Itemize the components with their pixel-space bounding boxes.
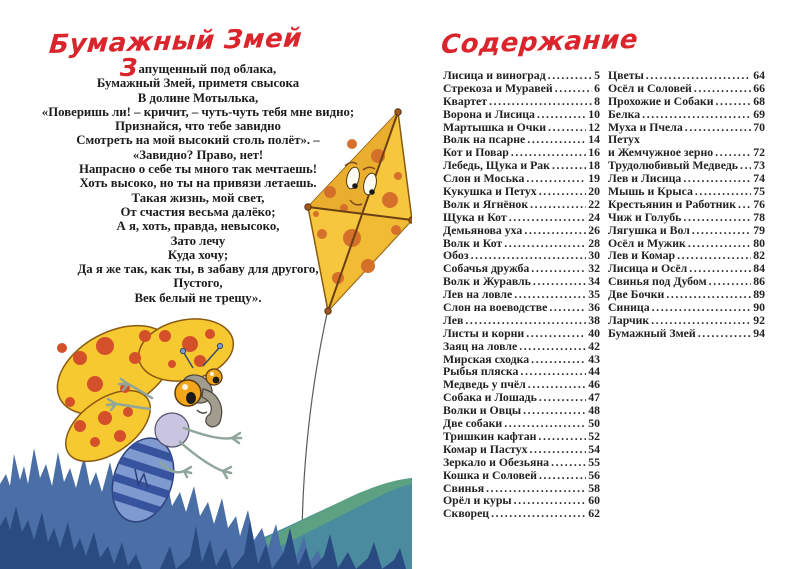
toc-entry-page: 52 <box>588 428 600 443</box>
toc-entry-page: 89 <box>753 287 765 302</box>
dot-leader <box>465 314 586 327</box>
toc-entry-page: 20 <box>588 184 600 199</box>
toc-entry-title: Крестьянин и Работник <box>608 196 737 211</box>
poem-line: Куда хочу; <box>167 247 229 262</box>
toc-entry-title: Свинья под Дубом <box>608 274 707 289</box>
toc-entry-title: Белка <box>608 106 641 121</box>
toc-entry-page: 64 <box>753 68 765 82</box>
toc-entry-page: 43 <box>588 351 600 366</box>
forest-landscape <box>0 448 412 569</box>
dot-leader <box>548 121 586 134</box>
dot-leader <box>683 211 751 224</box>
toc-entry-title: Волк и Кот <box>443 235 503 250</box>
toc-entry <box>608 95 765 108</box>
toc-entry-page: 46 <box>588 377 600 392</box>
toc-entry <box>443 211 600 224</box>
toc-entry-page: 73 <box>753 158 765 173</box>
poem-line-first <box>10 53 386 82</box>
toc-entry-title: Кошка и Соловей <box>443 467 537 482</box>
toc-entry-title: Лев <box>443 312 464 327</box>
toc-entry-page: 56 <box>588 467 600 482</box>
toc-entry <box>608 224 765 237</box>
toc-column-2 <box>608 69 765 520</box>
kite-illustration <box>305 109 412 314</box>
toc-entry-page: 16 <box>588 145 600 160</box>
dot-leader <box>531 262 586 275</box>
poem-line: Признайся, что тебе завидно <box>115 119 281 134</box>
toc-entry-page: 38 <box>588 312 600 327</box>
toc-entry-title: Квартет <box>443 93 488 108</box>
toc-entry <box>443 224 600 237</box>
dot-leader <box>716 95 752 108</box>
toc-entry-page: 35 <box>588 287 600 302</box>
toc-entry <box>608 69 765 82</box>
toc-entry-title: Бумажный Змей <box>608 325 696 340</box>
toc-entry-title: Комар и Пастух <box>443 441 528 456</box>
toc-entry-page: 75 <box>753 184 765 199</box>
toc-entry-title: Собака и Лошадь <box>443 390 537 405</box>
toc-entry-page: 34 <box>588 274 600 289</box>
toc-entry-title: Скворец <box>443 506 490 521</box>
poem-title: Бумажный Змей <box>48 23 304 60</box>
dot-leader <box>642 108 751 121</box>
toc-entry-title: Лев на ловле <box>443 287 513 302</box>
drop-cap-initial: З <box>119 53 138 82</box>
poem-line: Бумажный Змей, приметя свысока <box>96 76 300 91</box>
poem-line: Смотреть на мой высокий столь полёт». – <box>76 133 320 148</box>
toc-entry-title: Свинья <box>443 480 485 495</box>
toc-entry-title: Лягушка и Вол <box>608 222 690 237</box>
toc-entry-title: Кот и Повар <box>443 145 509 160</box>
toc-entry-page: 70 <box>753 119 765 134</box>
toc-entry <box>443 469 600 482</box>
toc-entry-page: 19 <box>588 171 600 186</box>
poem-line: «Поверишь ли! – кричит, – чуть-чуть тебя мне видно; <box>41 104 355 119</box>
toc-entry-page: 10 <box>588 106 600 121</box>
dot-leader <box>651 314 751 327</box>
toc-entry-title: Ворона и Лисица <box>443 106 535 121</box>
poem-line: «Завидно? Право, нет! <box>132 147 264 162</box>
dot-leader <box>666 288 751 301</box>
toc-entry-title: Орёл и куры <box>443 493 512 508</box>
dot-leader <box>688 237 751 250</box>
toc-entry-title: Лев и Лисица <box>608 171 682 186</box>
toc-entry-page: 68 <box>753 93 765 108</box>
toc-entry-page: 58 <box>588 480 600 495</box>
dot-leader <box>524 224 586 237</box>
toc-entry <box>443 185 600 198</box>
dot-leader <box>552 159 586 172</box>
toc-column-1 <box>443 69 600 520</box>
toc-entry-title: Осёл и Соловей <box>608 80 692 95</box>
toc-entry-title: Мирская сходка <box>443 351 530 366</box>
toc-entry <box>608 82 765 95</box>
poem-line: Хоть высоко, но ты на привязи летаешь. <box>79 176 317 191</box>
toc-entry <box>608 314 765 327</box>
dot-leader <box>692 224 751 237</box>
toc-entry-page: 84 <box>753 261 765 276</box>
toc-entry-page: 6 <box>594 80 600 95</box>
toc-entry-title: Волк и Ягнёнок <box>443 196 529 211</box>
toc-entry-page: 28 <box>588 235 600 250</box>
poem-line: Да я же так, как ты, в забаву для другого, <box>77 262 319 277</box>
toc-entry-title: Волк на псарне <box>443 132 526 147</box>
poem-first-line-text: апущенный под облака, <box>138 62 277 76</box>
dot-leader <box>709 275 752 288</box>
toc-entry-title: и Жемчужное зерно <box>608 145 714 160</box>
dot-leader <box>530 198 586 211</box>
toc-entry-page: 76 <box>753 196 765 211</box>
toc-entry <box>443 95 600 108</box>
toc-entry-title: Две Бочки <box>608 287 665 302</box>
toc-entry <box>608 185 765 198</box>
dot-leader <box>694 82 751 95</box>
toc-entry-page: 55 <box>588 454 600 469</box>
toc-entry-page: 32 <box>588 261 600 276</box>
dot-leader <box>538 430 586 443</box>
toc-entry-page: 48 <box>588 403 600 418</box>
toc-entry-page: 47 <box>588 390 600 405</box>
dot-leader <box>698 327 751 340</box>
dot-leader <box>531 353 586 366</box>
dot-leader <box>519 340 586 353</box>
toc-entry-title: Медведь у пчёл <box>443 377 526 392</box>
toc-entry-title: Цветы <box>608 68 644 82</box>
toc-entry-page: 74 <box>753 171 765 186</box>
dot-leader <box>520 365 586 378</box>
toc-entry-title: Стрекоза и Муравей <box>443 80 553 95</box>
toc-entry <box>443 69 600 82</box>
dot-leader <box>555 82 592 95</box>
dot-leader <box>695 185 751 198</box>
dot-leader <box>539 185 586 198</box>
toc-entry-page: 94 <box>753 325 765 340</box>
dot-leader <box>530 443 587 456</box>
toc-entry <box>608 301 765 314</box>
toc-entry-title: Слон на воеводстве <box>443 300 548 315</box>
dot-leader <box>551 456 586 469</box>
dot-leader <box>740 159 751 172</box>
toc-entry-page: 78 <box>753 209 765 224</box>
toc-entry-page: 14 <box>588 132 600 147</box>
toc-entry-title: Муха и Пчела <box>608 119 683 134</box>
dot-leader <box>489 95 592 108</box>
dot-leader <box>491 507 586 520</box>
toc-entry <box>443 507 600 520</box>
poem-line: А я, хоть, правда, невысоко, <box>116 219 280 234</box>
toc-entry-page: 90 <box>753 300 765 315</box>
dot-leader <box>504 237 586 250</box>
toc-entry-title: Лебедь, Щука и Рак <box>443 158 550 173</box>
poem-line: Зато лечу <box>170 233 226 248</box>
toc-entry <box>608 327 765 340</box>
toc-entry-title: Кукушка и Петух <box>443 184 537 199</box>
poem-line: Напрасно о себе ты много так мечтаешь! <box>78 162 318 177</box>
toc-entry <box>443 340 600 353</box>
dot-leader <box>685 121 751 134</box>
toc-entry-title: Зеркало и Обезьяна <box>443 454 550 469</box>
toc-entry-page: 24 <box>588 209 600 224</box>
toc-entry-title: Мартышка и Очки <box>443 119 547 134</box>
toc-entry-title: Мышь и Крыса <box>608 184 693 199</box>
toc-entry-page: 66 <box>753 80 765 95</box>
poem-line: В долине Мотылька, <box>137 90 259 105</box>
toc-entry-title: Чиж и Голубь <box>608 209 682 224</box>
toc-entry-title: Лисица и виноград <box>443 68 546 82</box>
dot-leader <box>523 404 586 417</box>
toc-entry-page: 8 <box>594 93 600 108</box>
toc-entry-page: 60 <box>588 493 600 508</box>
toc-entry <box>443 430 600 443</box>
poem-line: От счастия весьма далёко; <box>120 204 276 219</box>
toc-entry <box>443 314 600 327</box>
toc-entry-title: Ларчик <box>608 312 650 327</box>
dot-leader <box>539 391 586 404</box>
poem-line: Пустого, <box>173 276 223 291</box>
toc-entry-page: 54 <box>588 441 600 456</box>
toc-entry-page: 69 <box>753 106 765 121</box>
toc-entry <box>608 108 765 121</box>
dot-leader <box>738 198 751 211</box>
toc-entry <box>443 417 600 430</box>
toc-entry-page: 26 <box>588 222 600 237</box>
toc-entry-page: 40 <box>588 325 600 340</box>
toc-entry-page: 22 <box>588 196 600 211</box>
toc-entry-title: Заяц на ловле <box>443 338 518 353</box>
toc-title: Содержание <box>440 24 640 61</box>
dot-leader <box>548 69 592 82</box>
dot-leader <box>514 494 587 507</box>
toc-entry-title: Петух <box>608 132 640 147</box>
toc-entry-page: 79 <box>753 222 765 237</box>
toc-entry-title: Слон и Моська <box>443 171 525 186</box>
moth-kite-forest-illustration <box>0 96 412 569</box>
dot-leader <box>509 211 586 224</box>
toc-entry-title: Тришкин кафтан <box>443 428 537 443</box>
toc-entry-page: 82 <box>753 248 765 263</box>
toc-entry-title: Щука и Кот <box>443 209 507 224</box>
toc-entry <box>608 198 765 211</box>
dot-leader <box>533 275 586 288</box>
dot-leader <box>537 108 586 121</box>
toc-entry-title: Листы и корни <box>443 325 525 340</box>
toc-entry-page: 12 <box>588 119 600 134</box>
table-of-contents <box>443 69 765 520</box>
toc-entry-title: Лисица и Осёл <box>608 261 688 276</box>
toc-entry-page: 72 <box>753 145 765 160</box>
toc-entry-title: Лев и Комар <box>608 248 676 263</box>
toc-entry-title: Волки и Овцы <box>443 403 522 418</box>
toc-entry-title: Трудолюбивый Медведь <box>608 158 739 173</box>
toc-entry-title: Рыбья пляска <box>443 364 519 379</box>
toc-entry-title: Синица <box>608 300 650 315</box>
toc-entry-page: 42 <box>588 338 600 353</box>
toc-entry-title: Осёл и Мужик <box>608 235 686 250</box>
toc-entry-page: 30 <box>588 248 600 263</box>
toc-entry-page: 86 <box>753 274 765 289</box>
toc-entry <box>443 327 600 340</box>
toc-entry <box>443 82 600 95</box>
toc-entry <box>443 198 600 211</box>
toc-entry-page: 62 <box>588 506 600 521</box>
toc-entry <box>608 211 765 224</box>
toc-entry-page: 80 <box>753 235 765 250</box>
toc-entry-page: 5 <box>594 68 600 82</box>
toc-entry-page: 92 <box>753 312 765 327</box>
page-right <box>400 0 800 569</box>
dot-leader <box>527 133 586 146</box>
toc-entry-title: Две собаки <box>443 416 503 431</box>
poem-line: Век белый не трещу». <box>134 290 262 305</box>
dot-leader <box>652 301 752 314</box>
toc-entry-title: Обоз <box>443 248 469 263</box>
dot-leader <box>526 327 586 340</box>
toc-entry-title: Прохожие и Собаки <box>608 93 714 108</box>
toc-entry-page: 18 <box>588 158 600 173</box>
toc-entry <box>443 456 600 469</box>
dot-leader <box>683 172 751 185</box>
toc-entry-title: Волк и Журавль <box>443 274 531 289</box>
dot-leader <box>677 249 751 262</box>
toc-entry <box>443 443 600 456</box>
toc-entry-page: 36 <box>588 300 600 315</box>
toc-entry-title: Собачья дружба <box>443 261 530 276</box>
toc-entry-page: 44 <box>588 364 600 379</box>
dot-leader <box>539 469 586 482</box>
dot-leader <box>549 301 586 314</box>
toc-entry <box>443 301 600 314</box>
toc-entry-title: Демьянова уха <box>443 222 523 237</box>
toc-entry-page: 50 <box>588 416 600 431</box>
poem-line: Такая жизнь, мой свет, <box>131 190 265 205</box>
dot-leader <box>646 69 751 82</box>
toc-entry <box>443 108 600 121</box>
